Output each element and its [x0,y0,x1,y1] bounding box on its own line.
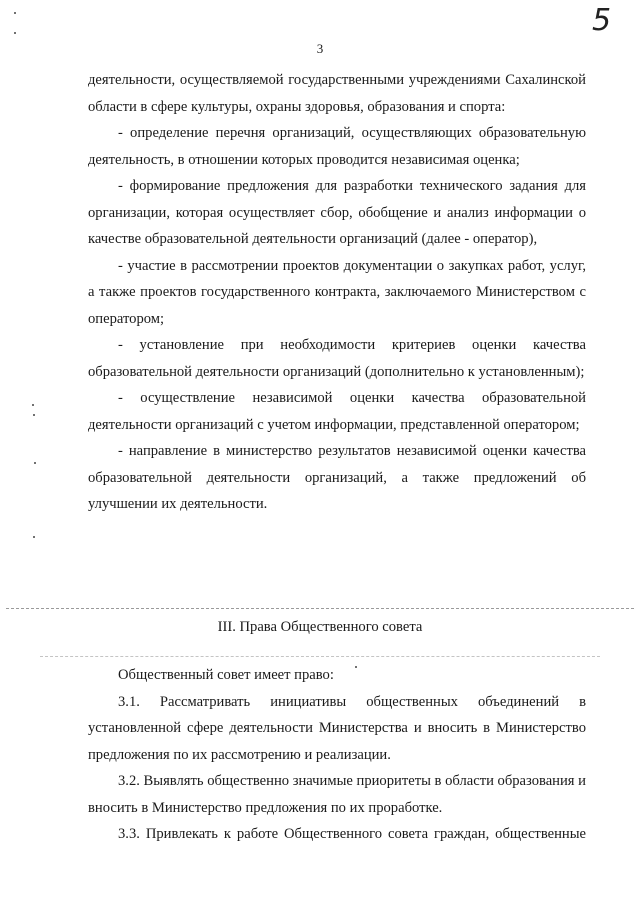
list-item-results-direction: - направление в министерство результатов независимой оценки качества образовательной деятельности организаций, а также предложений об улучшении их деятельности. [88,443,586,512]
top-text-block [88,67,586,518]
paragraph-continuation: деятельности, осуществляемой государственными учреждениями Сахалинской области в сфере культуры, охраны здоровья, образования и спорта: [88,72,586,115]
list-item-technical-task: - формирование предложения для разработки технического задания для организации, которая осуществляет сбор, обобщение и анализ информации о качестве образовательной деятельности организаций (далее - оператор), [88,178,586,247]
page-number: 3 [316,41,324,56]
scan-speck [33,414,35,416]
right-3-1: 3.1. Рассматривать инициативы общественных объединений в установленной сфере деятельности Министерства и вносить в Министерство предложения по их рассмотрению и реализации. [88,693,586,763]
scan-speck [14,32,16,34]
scan-speck [32,404,34,406]
bottom-text-block [88,662,586,848]
list-item-procurement: - участие в рассмотрении проектов документации о закупках работ, услуг, а также проектов государственного контракта, заключаемого Министерством с оператором; [88,257,586,327]
scan-artifact-line [6,608,634,609]
right-3-3: 3.3. Привлекать к работе Общественного совета граждан, общественные [118,826,586,842]
scan-speck [355,666,357,668]
scan-speck [34,462,36,464]
scan-artifact-line [40,656,600,657]
list-item-independent-assessment: - осуществление независимой оценки качества образовательной деятельности организаций с учетом информации, представленной оператором; [88,390,586,433]
section-heading: III. Права Общественного совета [217,619,423,635]
list-item-organization-list: - определение перечня организаций, осуществляющих образовательную деятельность, в отношении которых проводится независимая оценка; [88,125,586,168]
rights-intro: Общественный совет имеет право: [118,667,334,683]
scan-speck [33,536,35,538]
right-3-2: 3.2. Выявлять общественно значимые приоритеты в области образования и вносить в Министерство предложения по их проработке. [88,773,586,816]
scan-speck [14,12,16,14]
list-item-criteria: - установление при необходимости критериев оценки качества образовательной деятельности организаций (дополнительно к установленным); [88,337,586,380]
handwritten-page-number: 5 [592,3,612,38]
